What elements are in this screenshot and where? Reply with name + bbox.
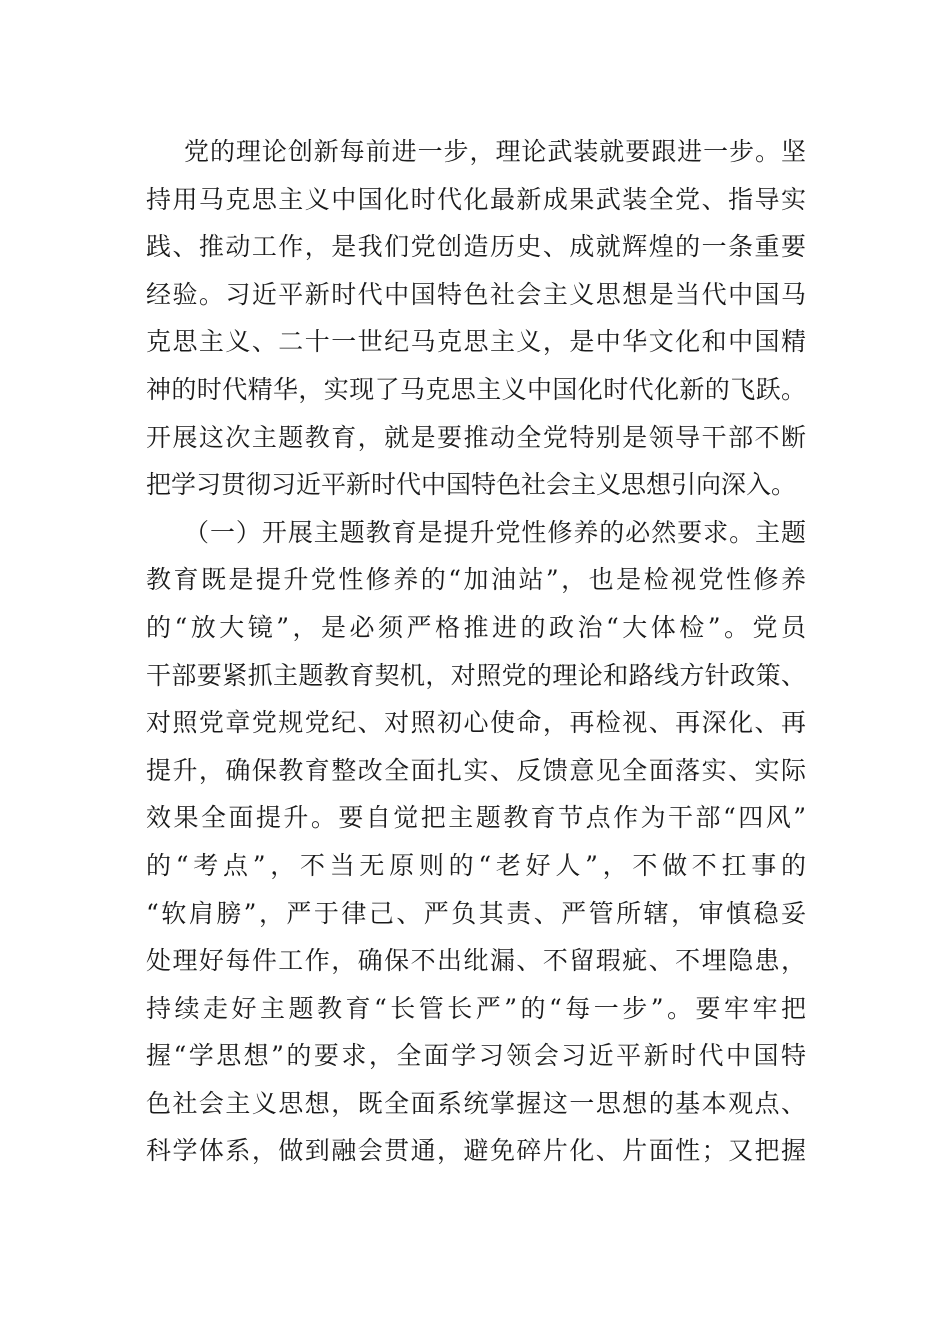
paragraph-2-line-1: （一）开展主题教育是提升党性修养的必然要求。主题 (184, 517, 806, 547)
paragraph-1-line-1: 党的理论创新每前进一步，理论武装就要跟进一步。坚 (184, 137, 806, 166)
paragraph-2-line-2: 教育既是提升党性修养的“加油站”，也是检视党性修养 (146, 565, 806, 595)
paragraph-1-line-6: 神的时代精华，实现了马克思主义中国化时代化新的飞跃。 (146, 374, 806, 404)
paragraph-2-line-10: 处理好每件工作，确保不出纰漏、不留瑕疵、不埋隐患， (146, 946, 806, 976)
paragraph-1-line-4: 经验。习近平新时代中国特色社会主义思想是当代中国马 (146, 279, 806, 309)
paragraph-2-line-5: 对照党章党规党纪、对照初心使命，再检视、再深化、再 (146, 708, 806, 738)
paragraph-1-line-7: 开展这次主题教育，就是要推动全党特别是领导干部不断 (146, 422, 806, 452)
paragraph-1-line-8: 把学习贯彻习近平新时代中国特色社会主义思想引向深入。 (146, 470, 797, 500)
paragraph-2-line-4: 干部要紧抓主题教育契机，对照党的理论和路线方针政策、 (146, 660, 806, 690)
paragraph-2-line-9: “软肩膀”，严于律己、严负其责、严管所辖，审慎稳妥 (146, 898, 806, 928)
paragraph-2-line-12: 握“学思想”的要求，全面学习领会习近平新时代中国特 (146, 1041, 806, 1071)
body-text (146, 128, 806, 1175)
paragraph-2-line-6: 提升，确保教育整改全面扎实、反馈意见全面落实、实际 (146, 755, 806, 785)
paragraph-2-line-11: 持续走好主题教育“长管长严”的“每一步”。要牢牢把 (146, 993, 806, 1023)
paragraph-2-line-3: 的“放大镜”，是必须严格推进的政治“大体检”。党员 (146, 612, 806, 642)
paragraph-2-line-8: 的“考点”，不当无原则的“老好人”，不做不扛事的 (146, 850, 806, 880)
paragraph-2-line-14: 科学体系，做到融会贯通，避免碎片化、片面性；又把握 (146, 1136, 806, 1166)
paragraph-1-line-3: 践、推动工作，是我们党创造历史、成就辉煌的一条重要 (146, 232, 806, 262)
paragraph-2-line-7: 效果全面提升。要自觉把主题教育节点作为干部“四风” (146, 803, 806, 833)
paragraph-1-line-5: 克思主义、二十一世纪马克思主义，是中华文化和中国精 (146, 327, 806, 357)
paragraph-2-line-13: 色社会主义思想，既全面系统掌握这一思想的基本观点、 (146, 1088, 806, 1118)
paragraph-1-line-2: 持用马克思主义中国化时代化最新成果武装全党、指导实 (146, 184, 806, 214)
